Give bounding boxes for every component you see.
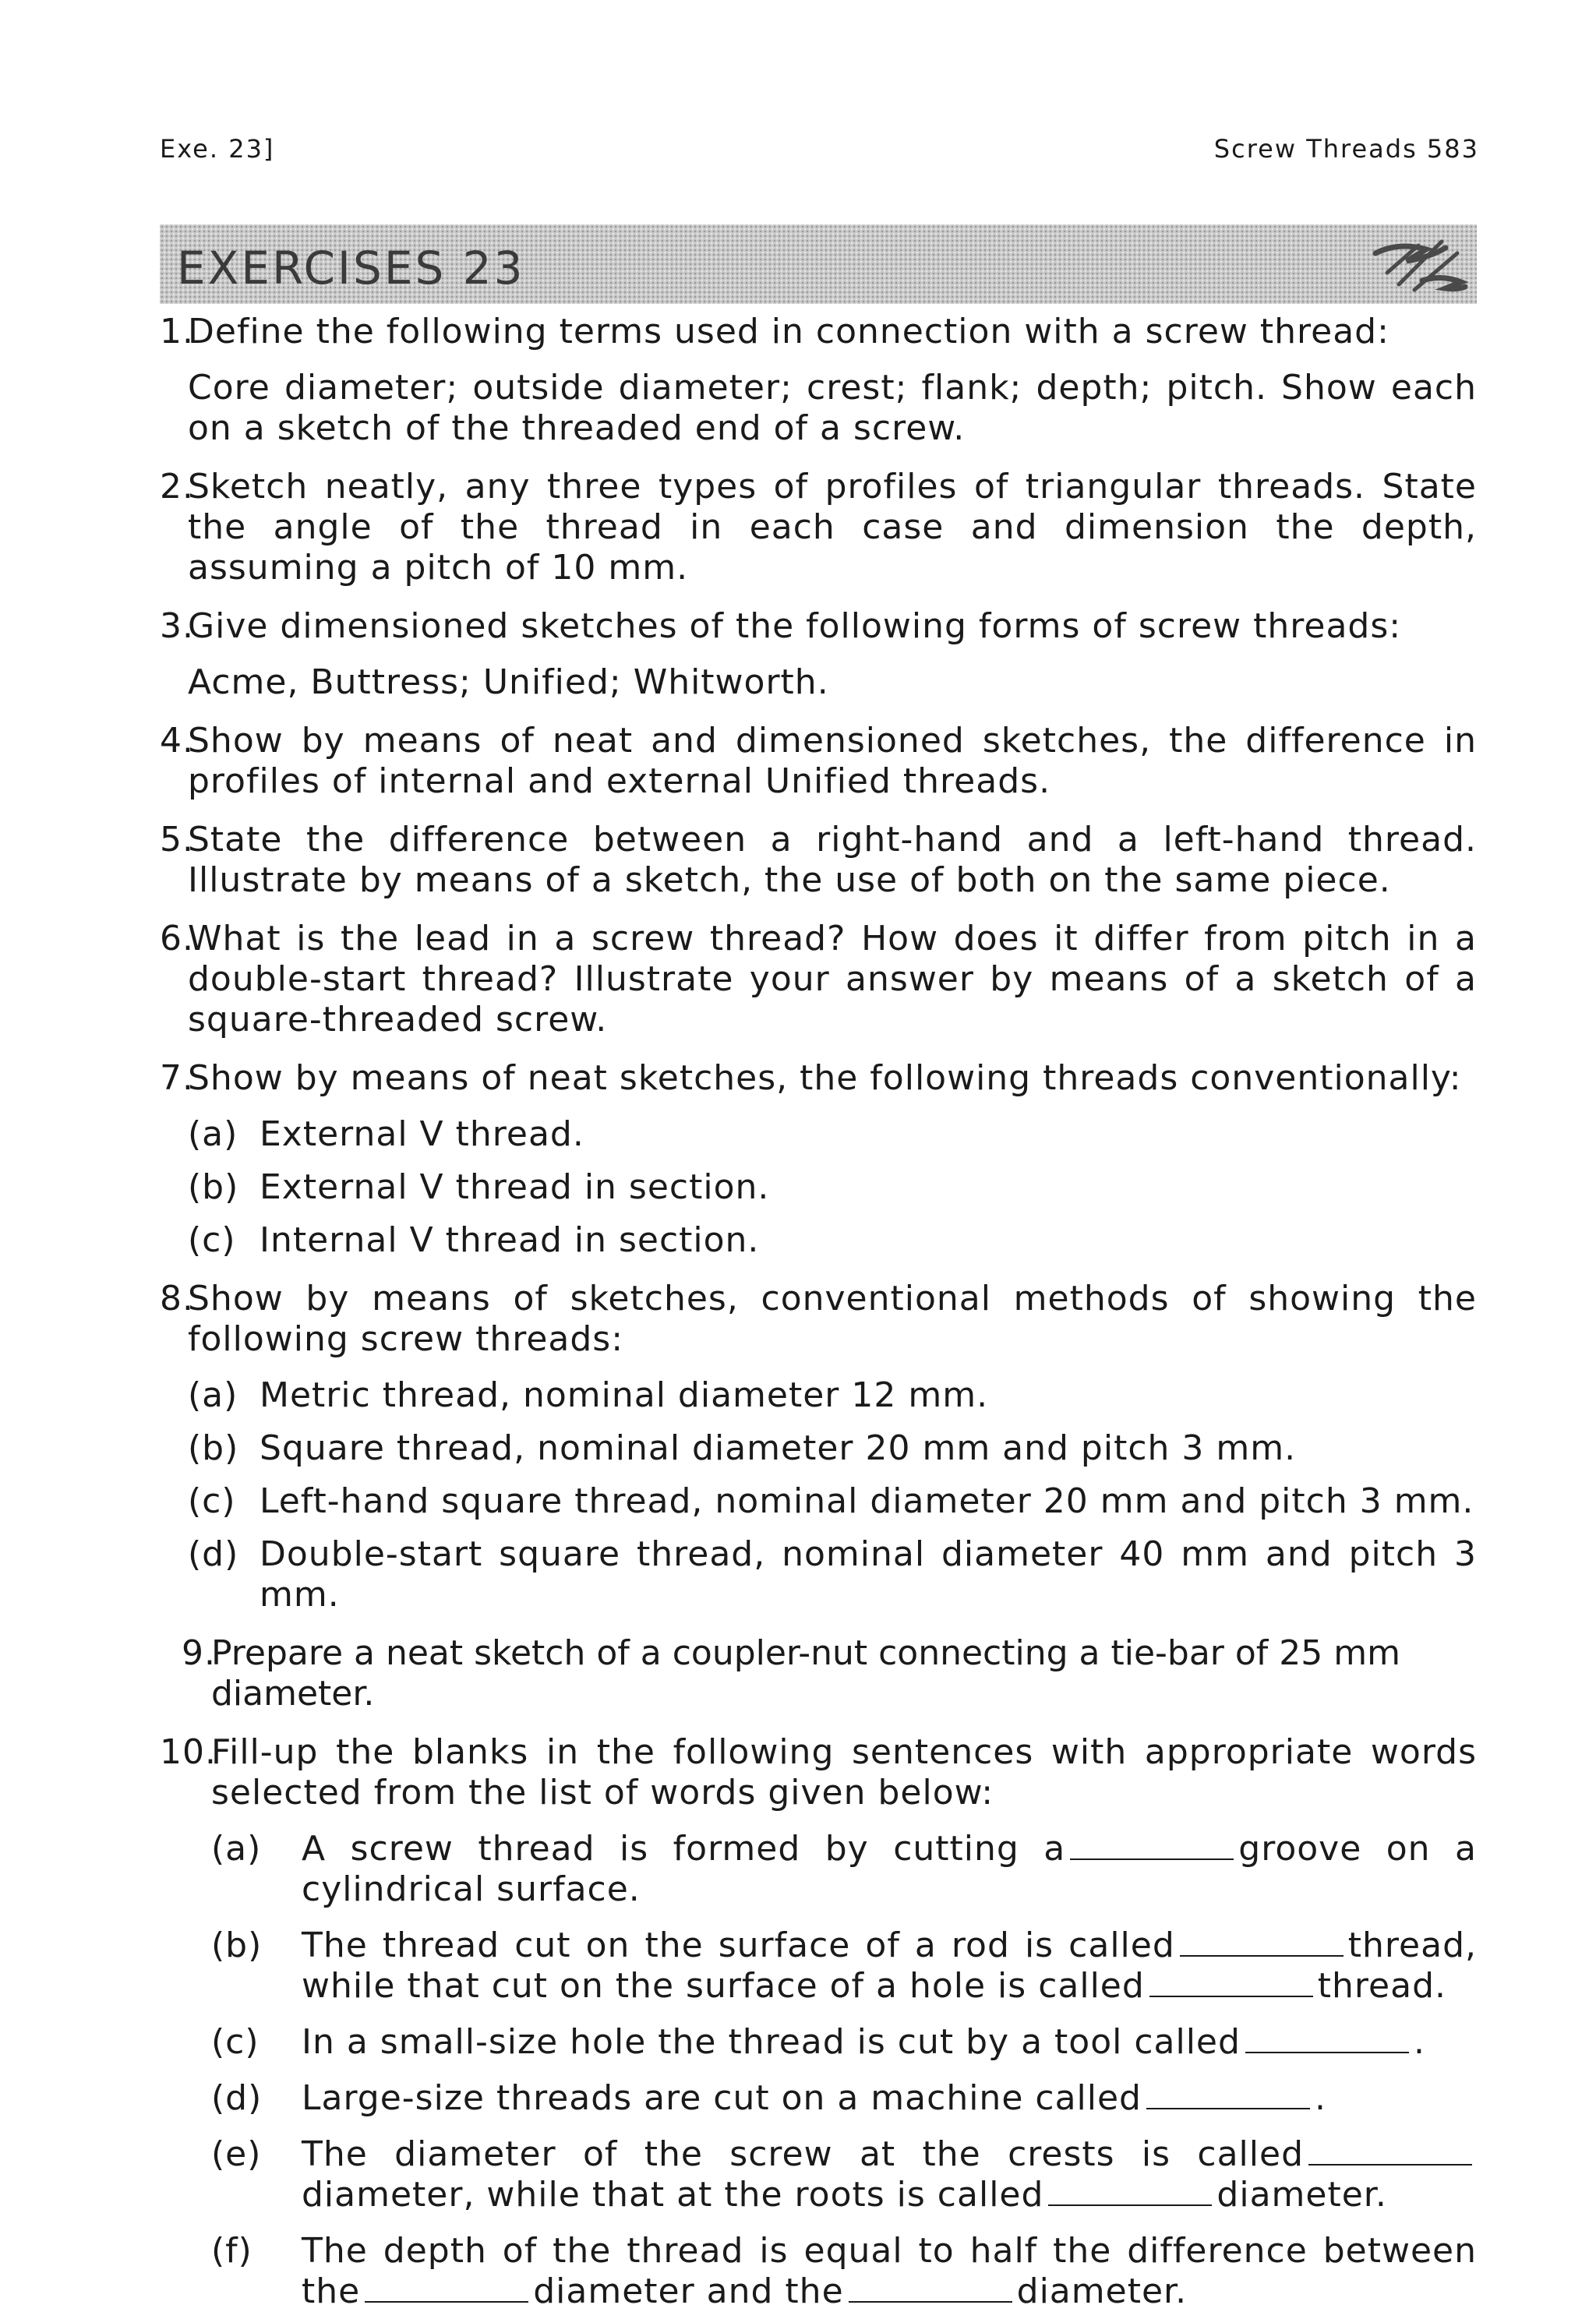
- sentence-part: groove on a cylindrical surface.: [302, 1829, 1477, 1909]
- exercise-item-5: [160, 820, 1477, 901]
- answer-blank: [1048, 2201, 1212, 2206]
- exercise-text: State the difference between a right-hand and a left-hand thread. Illustrate by means of a sketch, the use of both on the same piece.: [188, 820, 1477, 900]
- exercise-text: Sketch neatly, any three types of profiles of triangular threads. State the angle of the thread in each case and dimension the depth, assuming a pitch of 10 mm.: [188, 467, 1477, 588]
- sub-label: (a): [188, 1375, 238, 1415]
- sub-list: [188, 1114, 1477, 1261]
- sub-item: [188, 1428, 1477, 1469]
- sub-label: (c): [188, 1220, 236, 1260]
- exercise-item-7: [160, 1058, 1477, 1261]
- sub-text: External V thread in section.: [260, 1167, 770, 1207]
- banner-title: EXERCISES 23: [177, 242, 525, 295]
- sub-label: (c): [211, 2022, 260, 2062]
- sentence-part: thread, while that cut on the surface of a hole is called: [302, 1925, 1477, 2006]
- exercise-item-2: [160, 467, 1477, 588]
- fill-in-item: [211, 2134, 1477, 2215]
- sub-label: (b): [211, 1925, 263, 1965]
- exercise-reference: Exe. 23]: [160, 134, 275, 164]
- sub-text: [302, 2231, 1477, 2312]
- exercise-detail: Acme, Buttress; Unified; Whitworth.: [188, 662, 829, 702]
- sub-label: (e): [211, 2134, 262, 2174]
- exercise-number: 10.: [160, 1732, 217, 1772]
- exercise-item-8: [160, 1279, 1477, 1615]
- exercise-number: 9.: [182, 1633, 216, 1673]
- sub-list: [188, 1375, 1477, 1615]
- fill-in-list: [211, 1829, 1477, 2312]
- answer-blank: [1070, 1855, 1234, 1860]
- exercise-text: Fill-up the blanks in the following sentences with appropriate words selected from the list of words given below:: [211, 1732, 1477, 1813]
- sub-item: [188, 1114, 1477, 1155]
- sub-text: Double-start square thread, nominal diameter 40 mm and pitch 3 mm.: [260, 1534, 1477, 1615]
- exercise-number: 2.: [160, 467, 194, 507]
- fill-in-item: [211, 1829, 1477, 1910]
- sub-label: (a): [188, 1114, 238, 1154]
- sentence-part: diameter.: [1216, 2175, 1387, 2215]
- exercise-number: 8.: [160, 1279, 194, 1318]
- sentence-part: In a small-size hole the thread is cut by a tool called: [302, 2022, 1241, 2062]
- sub-label: (b): [188, 1167, 239, 1207]
- sub-text: External V thread.: [260, 1114, 584, 1154]
- running-head: [160, 134, 1479, 173]
- exercise-number: 3.: [160, 606, 194, 646]
- exercise-text: Give dimensioned sketches of the following forms of screw threads:: [188, 606, 1402, 646]
- sub-text: [302, 1829, 1477, 1910]
- sub-label: (a): [211, 1829, 262, 1869]
- exercise-detail: Core diameter; outside diameter; crest; flank; depth; pitch. Show each on a sketch of the threaded end of a screw.: [188, 368, 1477, 448]
- sub-label: (c): [188, 1481, 236, 1521]
- exercise-number: 1.: [160, 312, 194, 351]
- fill-in-item: [211, 2231, 1477, 2312]
- answer-blank: [1180, 1952, 1344, 1957]
- exercise-number: 5.: [160, 820, 194, 859]
- sentence-part: The thread cut on the surface of a rod is called: [302, 1925, 1175, 1965]
- sub-text: Left-hand square thread, nominal diameter 20 mm and pitch 3 mm.: [260, 1481, 1474, 1521]
- sub-text: Square thread, nominal diameter 20 mm and pitch 3 mm.: [260, 1428, 1297, 1468]
- exercise-item-4: [160, 721, 1477, 802]
- fill-in-item: [211, 1925, 1477, 2007]
- answer-blank: [1146, 2105, 1310, 2109]
- sentence-part: diameter and the: [533, 2271, 844, 2311]
- swirl-logo-icon: [1352, 226, 1469, 304]
- chapter-title-page-number: Screw Threads 583: [1213, 134, 1479, 164]
- sub-text: Internal V thread in section.: [260, 1220, 760, 1260]
- exercise-text: Prepare a neat sketch of a coupler-nut connecting a tie-bar of 25 mm diameter.: [211, 1633, 1400, 1714]
- exercise-text: Show by means of sketches, conventional methods of showing the following screw threads:: [188, 1279, 1477, 1359]
- answer-blank: [1308, 2161, 1472, 2166]
- sentence-part: .: [1314, 2078, 1326, 2118]
- exercise-item-6: [160, 919, 1477, 1040]
- exercise-number: 7.: [160, 1058, 194, 1098]
- sentence-part: The depth of the thread is equal to half the difference between the: [302, 2231, 1477, 2311]
- sub-item: [188, 1534, 1477, 1615]
- answer-blank: [849, 2298, 1012, 2303]
- sub-item: [188, 1167, 1477, 1208]
- sentence-part: A screw thread is formed by cutting a: [302, 1829, 1066, 1869]
- sub-text: [302, 2078, 1477, 2119]
- exercise-text: What is the lead in a screw thread? How does it differ from pitch in a double-start thread? Illustrate your answer by means of a sketch of a square-threaded screw.: [188, 919, 1477, 1040]
- sentence-part: Large-size threads are cut on a machine called: [302, 2078, 1142, 2118]
- exercise-item-9: [160, 1633, 1477, 1714]
- sub-label: (d): [211, 2078, 263, 2118]
- exercise-item-1: [160, 312, 1477, 449]
- exercise-number: 6.: [160, 919, 194, 958]
- exercise-item-3: [160, 606, 1477, 703]
- sentence-part: diameter, while that at the roots is called: [302, 2175, 1044, 2215]
- exercise-item-10: [160, 1732, 1477, 2312]
- answer-blank: [1149, 1993, 1313, 1997]
- sentence-part: .: [1413, 2022, 1425, 2062]
- sub-label: (d): [188, 1534, 239, 1574]
- answer-blank: [1245, 2049, 1409, 2053]
- exercise-text: Show by means of neat sketches, the following threads conventionally:: [188, 1058, 1462, 1098]
- sentence-part: The diameter of the screw at the crests is called: [302, 2134, 1304, 2174]
- exercises-banner: [160, 224, 1477, 304]
- exercise-text: Show by means of neat and dimensioned sketches, the difference in profiles of internal and external Unified threads.: [188, 721, 1477, 801]
- sub-text: [302, 2134, 1477, 2215]
- exercise-number: 4.: [160, 721, 194, 761]
- exercise-text: Define the following terms used in connection with a screw thread:: [188, 312, 1389, 351]
- fill-in-item: [211, 2022, 1477, 2063]
- sub-label: (f): [211, 2231, 252, 2271]
- sub-item: [188, 1375, 1477, 1416]
- sub-text: [302, 2022, 1477, 2063]
- sub-label: (b): [188, 1428, 239, 1468]
- sub-item: [188, 1481, 1477, 1522]
- exercise-list: [160, 312, 1477, 2312]
- sentence-part: thread.: [1317, 1966, 1447, 2006]
- sub-text: Metric thread, nominal diameter 12 mm.: [260, 1375, 989, 1415]
- answer-blank: [365, 2298, 528, 2303]
- sentence-part: diameter.: [1016, 2271, 1188, 2311]
- sub-item: [188, 1220, 1477, 1261]
- sub-text: [302, 1925, 1477, 2007]
- fill-in-item: [211, 2078, 1477, 2119]
